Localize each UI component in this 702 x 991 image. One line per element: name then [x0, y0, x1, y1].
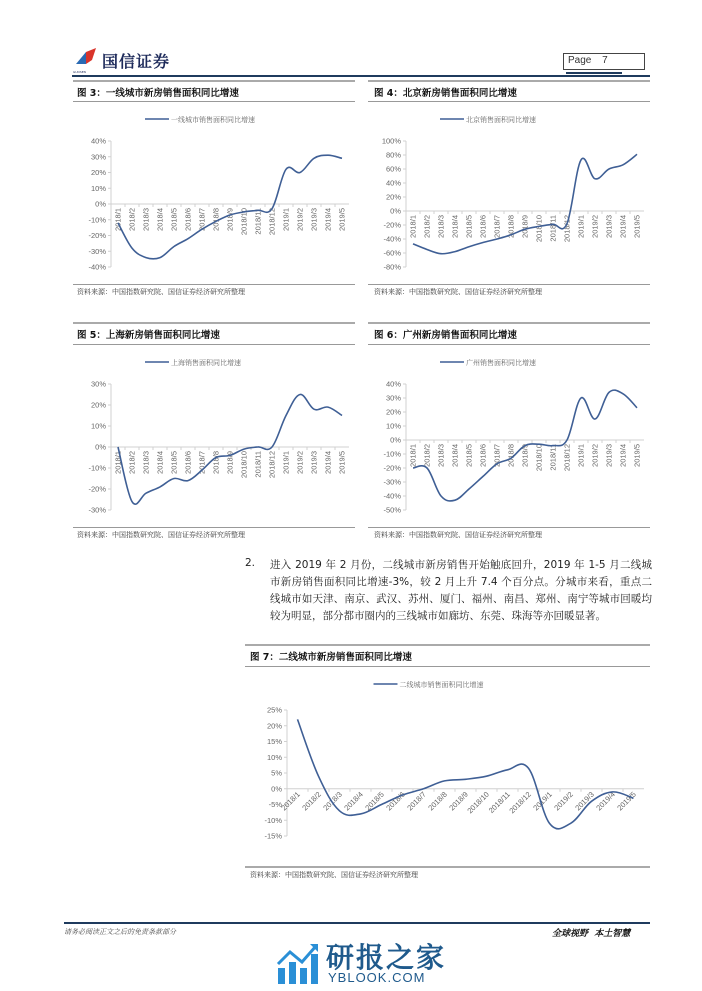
page-underline [566, 72, 622, 74]
fig4-xtick-label: 2019/1 [576, 215, 586, 238]
fig6-xtick-label: 2018/9 [520, 444, 530, 467]
fig5-xtick-label: 2018/1 [113, 451, 123, 474]
fig3-xtick-label: 2018/7 [197, 208, 207, 231]
fig5-source-rule [73, 527, 355, 528]
fig6-ytick-label: -20% [383, 463, 401, 473]
fig6-source: 资料来源：中国指数研究院、国信证券经济研究所整理 [374, 531, 542, 539]
fig4-xtick-label: 2018/10 [534, 215, 544, 243]
fig5-xtick-label: 2018/9 [225, 451, 235, 474]
fig3-legend-label: 一线城市销售面积同比增速 [171, 117, 255, 124]
watermark-title: 研报之家 [326, 941, 447, 974]
fig5-xtick-label: 2019/4 [323, 451, 333, 474]
fig4-xtick-label: 2018/12 [562, 215, 572, 243]
fig5-xtick-label: 2018/10 [239, 451, 249, 479]
fig5-xtick-label: 2018/6 [183, 451, 193, 474]
fig7-xtick-label: 2018/2 [300, 789, 323, 813]
fig3-xtick-label: 2019/3 [309, 208, 319, 231]
fig7-xtick-label: 2018/5 [363, 789, 386, 813]
fig6-ytick-label: 20% [385, 407, 401, 417]
fig4-ytick-label: 40% [385, 178, 401, 188]
fig5-xtick-label: 2019/5 [337, 451, 347, 474]
paragraph-number: 2. [245, 557, 256, 569]
fig7-xtick-label: 2018/6 [384, 789, 407, 813]
fig6-xtick-label: 2018/12 [562, 444, 572, 472]
fig3-ytick-label: 30% [90, 152, 106, 162]
fig4-source-rule [368, 284, 650, 285]
fig5-ytick-label: -10% [88, 463, 106, 473]
fig3-top-rule [73, 80, 355, 82]
fig3-ytick-label: 20% [90, 168, 106, 177]
fig6-xtick-label: 2018/8 [506, 444, 516, 467]
footer-slogan: 全球视野 本土智慧 [552, 929, 631, 939]
fig4-ytick-label: 20% [385, 192, 401, 202]
paragraph-body: 进入 2019 年 2 月份，二线城市新房销售开始触底回升，2019 年 1-5 月二线城市新房销售面积同比增速-3%，较 2 月上升 7.4 个百分点。分城市来看，重点二线城市如天津、南京、武汉、苏州、厦门、福州、南昌、郑州、南宁等城市回暖均较为明显，部分都市圈内的三线城市如廊坊、东莞、珠海等亦回暖显著。 [270, 559, 652, 622]
fig3-xtick-label: 2019/2 [295, 208, 305, 231]
fig3-xtick-label: 2018/2 [127, 208, 137, 231]
fig5-ytick-label: -30% [88, 505, 106, 515]
fig3-xtick-label: 2019/1 [281, 208, 291, 231]
fig6-xtick-label: 2018/10 [534, 444, 544, 472]
fig7-xtick-label: 2018/8 [426, 789, 449, 813]
fig7-ytick-label: 5% [271, 768, 282, 778]
fig4-legend-label: 北京销售面积同比增速 [466, 117, 536, 124]
page-number: 7 [602, 55, 608, 66]
fig4-title: 图 4：北京新房销售面积同比增速 [374, 88, 517, 99]
fig4-ytick-label: -80% [383, 262, 401, 272]
fig5-xtick-label: 2019/3 [309, 451, 319, 474]
fig6-chart [368, 346, 650, 526]
fig6-ytick-label: -30% [383, 477, 401, 487]
watermark-chart-icon [276, 942, 320, 986]
fig3-ytick-label: -40% [88, 262, 106, 272]
fig5-title-rule [73, 344, 355, 345]
fig7-legend-label: 二线城市销售面积同比增速 [399, 682, 484, 689]
fig3-ytick-label: 0% [95, 199, 106, 209]
fig5-xtick-label: 2019/2 [295, 451, 305, 474]
fig4-source: 资料来源：中国指数研究院、国信证券经济研究所整理 [374, 288, 542, 296]
fig4-xtick-label: 2018/11 [548, 215, 558, 242]
fig3-title-rule [73, 101, 355, 102]
fig6-ytick-label: 10% [385, 421, 401, 431]
fig5-xtick-label: 2018/3 [141, 451, 151, 474]
fig5-xtick-label: 2018/8 [211, 451, 221, 474]
page-indicator [563, 53, 645, 70]
fig5-chart [73, 346, 355, 526]
fig4-xtick-label: 2018/2 [422, 215, 432, 238]
fig6-xtick-label: 2018/2 [422, 444, 432, 467]
fig7-xtick-label: 2018/10 [465, 789, 491, 816]
fig4-chart [368, 103, 650, 283]
fig3-xtick-label: 2018/9 [225, 208, 235, 231]
fig5-ytick-label: 20% [90, 400, 106, 410]
fig4-xtick-label: 2018/1 [408, 215, 418, 238]
fig5-ytick-label: 10% [90, 421, 106, 431]
fig6-ytick-label: -10% [383, 449, 401, 459]
fig3-ytick-label: -20% [88, 231, 106, 240]
fig7-xtick-label: 2018/11 [486, 789, 512, 815]
fig7-ytick-label: 25% [266, 705, 282, 715]
page-label: Page [568, 55, 592, 66]
fig7-xtick-label: 2018/1 [279, 789, 302, 813]
fig6-ytick-label: 0% [390, 435, 401, 445]
fig7-source: 资料来源：中国指数研究院、国信证券经济研究所整理 [250, 871, 418, 879]
fig6-xtick-label: 2019/4 [618, 444, 628, 467]
fig5-legend-label: 上海销售面积同比增速 [171, 360, 241, 367]
fig7-source-rule [245, 866, 650, 868]
fig7-ytick-label: -5% [268, 800, 282, 809]
fig6-ytick-label: -50% [383, 505, 401, 515]
watermark-subtitle: YBLOOK.COM [328, 970, 426, 985]
fig3-source-rule [73, 284, 355, 285]
fig3-ytick-label: -10% [88, 215, 106, 225]
fig7-xtick-label: 2019/3 [573, 789, 596, 813]
fig5-source: 资料来源：中国指数研究院、国信证券经济研究所整理 [77, 531, 245, 539]
fig6-xtick-label: 2019/5 [632, 444, 642, 467]
fig4-xtick-label: 2018/7 [492, 215, 502, 238]
fig3-xtick-label: 2018/11 [253, 208, 263, 235]
fig7-title: 图 7：二线城市新房销售面积同比增速 [250, 652, 412, 663]
fig7-ytick-label: 15% [266, 737, 282, 746]
fig3-xtick-label: 2018/8 [211, 208, 221, 231]
fig6-top-rule [368, 322, 650, 324]
company-name: 国信证券 [102, 52, 171, 71]
fig7-title-rule [245, 666, 650, 667]
fig5-title: 图 5：上海新房销售面积同比增速 [77, 330, 220, 341]
fig4-xtick-label: 2018/5 [464, 215, 474, 238]
fig6-xtick-label: 2019/3 [604, 444, 614, 467]
fig5-xtick-label: 2018/5 [169, 451, 179, 474]
fig7-ytick-label: 0% [271, 784, 282, 794]
fig5-xtick-label: 2018/12 [267, 451, 277, 479]
fig5-xtick-label: 2018/11 [253, 451, 263, 478]
fig6-xtick-label: 2018/4 [450, 444, 460, 467]
fig4-xtick-label: 2019/5 [632, 215, 642, 238]
fig7-ytick-label: 10% [266, 752, 282, 762]
fig6-xtick-label: 2018/6 [478, 444, 488, 467]
fig5-legend [145, 358, 241, 367]
fig6-ytick-label: 30% [385, 393, 401, 403]
fig4-top-rule [368, 80, 650, 82]
company-subname: GUOSEN [73, 70, 86, 74]
fig5-xtick-label: 2018/2 [127, 451, 137, 474]
fig4-title-rule [368, 101, 650, 102]
fig3-legend [145, 115, 255, 124]
fig6-legend [440, 358, 536, 367]
company-logo [72, 46, 182, 74]
fig3-xtick-label: 2018/4 [155, 208, 165, 231]
fig7-xtick-label: 2019/5 [615, 789, 638, 813]
fig5-ytick-label: -20% [88, 484, 106, 494]
fig3-xtick-label: 2018/5 [169, 208, 179, 231]
fig4-xtick-label: 2019/4 [618, 215, 628, 238]
fig4-xtick-label: 2019/2 [590, 215, 600, 238]
fig7-xtick-label: 2018/3 [321, 789, 344, 813]
fig5-series-line [118, 394, 342, 504]
fig5-xtick-label: 2019/1 [281, 451, 291, 474]
fig4-legend [440, 115, 536, 124]
fig3-source: 资料来源：中国指数研究院、国信证券经济研究所整理 [77, 288, 245, 296]
fig7-xtick-label: 2019/1 [531, 789, 554, 813]
fig7-top-rule [245, 644, 650, 646]
fig3-xtick-label: 2018/3 [141, 208, 151, 231]
fig4-ytick-label: 0% [390, 206, 401, 216]
fig7-xtick-label: 2018/9 [447, 789, 470, 813]
fig5-ytick-label: 0% [95, 442, 106, 452]
fig7-chart [245, 668, 650, 866]
fig6-title: 图 6：广州新房销售面积同比增速 [374, 330, 517, 341]
fig3-ytick-label: 40% [90, 136, 106, 146]
fig4-xtick-label: 2018/6 [478, 215, 488, 238]
fig4-xtick-label: 2018/9 [520, 215, 530, 238]
fig6-xtick-label: 2018/5 [464, 444, 474, 467]
fig3-chart [73, 103, 355, 283]
fig5-top-rule [73, 322, 355, 324]
fig4-xtick-label: 2018/4 [450, 215, 460, 238]
fig3-xtick-label: 2018/6 [183, 208, 193, 231]
header-rule [72, 75, 650, 77]
fig5-xtick-label: 2018/7 [197, 451, 207, 474]
fig3-ytick-label: 10% [90, 183, 106, 193]
fig6-xtick-label: 2018/11 [548, 444, 558, 471]
fig7-xtick-label: 2019/2 [552, 789, 575, 813]
fig6-source-rule [368, 527, 650, 528]
fig6-xtick-label: 2019/1 [576, 444, 586, 467]
fig4-xtick-label: 2019/3 [604, 215, 614, 238]
fig4-ytick-label: 80% [385, 150, 401, 160]
fig4-ytick-label: -60% [383, 248, 401, 258]
fig6-legend-label: 广州销售面积同比增速 [466, 360, 536, 367]
fig4-ytick-label: 60% [385, 164, 401, 174]
fig7-legend [374, 680, 484, 689]
fig4-ytick-label: -20% [383, 220, 401, 230]
fig7-xtick-label: 2019/4 [594, 789, 617, 813]
fig3-ytick-label: -30% [88, 246, 106, 256]
fig6-ytick-label: -40% [383, 491, 401, 501]
fig3-xtick-label: 2019/5 [337, 208, 347, 231]
fig6-ytick-label: 40% [385, 379, 401, 389]
fig6-xtick-label: 2018/1 [408, 444, 418, 467]
fig6-xtick-label: 2018/3 [436, 444, 446, 467]
fig7-ytick-label: 20% [266, 721, 282, 731]
fig7-xtick-label: 2018/4 [342, 789, 365, 813]
fig4-xtick-label: 2018/8 [506, 215, 516, 238]
fig5-ytick-label: 30% [90, 379, 106, 389]
fig6-xtick-label: 2019/2 [590, 444, 600, 467]
watermark [276, 940, 476, 988]
fig7-ytick-label: -15% [264, 831, 282, 841]
logo-mark-icon [72, 48, 100, 70]
fig4-ytick-label: 100% [381, 136, 401, 146]
fig7-ytick-label: -10% [264, 815, 282, 825]
fig3-xtick-label: 2018/1 [113, 208, 123, 231]
fig6-title-rule [368, 344, 650, 345]
fig6-xtick-label: 2018/7 [492, 444, 502, 467]
footer-disclaimer: 请务必阅读正文之后的免责条款部分 [64, 928, 176, 936]
fig3-series-line [118, 155, 342, 259]
fig7-xtick-label: 2018/7 [405, 789, 428, 813]
fig6-series-line [413, 390, 637, 501]
fig3-xtick-label: 2018/10 [239, 208, 249, 236]
fig4-xtick-label: 2018/3 [436, 215, 446, 238]
fig3-title: 图 3：一线城市新房销售面积同比增速 [77, 88, 239, 99]
fig3-xtick-label: 2018/12 [267, 208, 277, 236]
fig3-xtick-label: 2019/4 [323, 208, 333, 231]
fig5-xtick-label: 2018/4 [155, 451, 165, 474]
fig7-xtick-label: 2018/12 [507, 789, 533, 816]
fig4-ytick-label: -40% [383, 234, 401, 244]
footer-rule [64, 922, 650, 924]
